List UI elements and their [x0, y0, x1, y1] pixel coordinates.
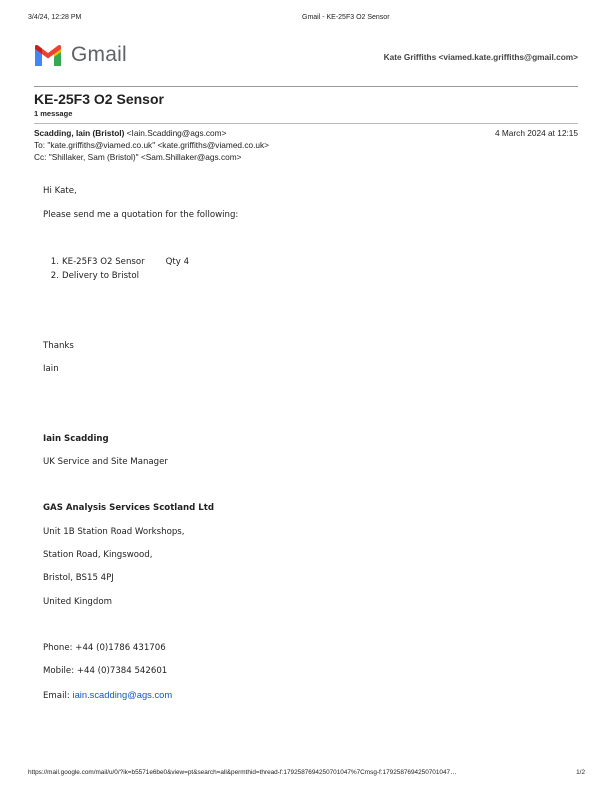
- signature-email: [43, 689, 172, 701]
- signature-name: Iain Scadding: [43, 434, 109, 444]
- subject-divider: [34, 123, 578, 124]
- message-cc: Cc: "Shillaker, Sam (Bristol)" <Sam.Shillaker@ags.com>: [34, 152, 242, 162]
- list-item: [48, 257, 189, 267]
- greeting: Hi Kate,: [43, 186, 77, 196]
- sign-off-name: Iain: [43, 364, 59, 374]
- from-name: Scadding, Iain (Bristol): [34, 128, 125, 138]
- header-divider: [34, 86, 578, 87]
- list-item-text: KE-25F3 O2 Sensor: [62, 257, 145, 267]
- request-line: Please send me a quotation for the following:: [43, 210, 239, 220]
- signature-address-line: Unit 1B Station Road Workshops,: [43, 527, 185, 537]
- signature-mobile: Mobile: +44 (0)7384 542601: [43, 666, 168, 676]
- message-date: 4 March 2024 at 12:15: [494, 128, 578, 138]
- message-to: To: "kate.griffiths@viamed.co.uk" <kate.griffiths@viamed.co.uk>: [34, 140, 270, 150]
- print-datetime: 3/4/24, 12:28 PM: [28, 14, 82, 21]
- signature-address-line: Station Road, Kingswood,: [43, 550, 153, 560]
- gmail-logo: [33, 43, 127, 67]
- from-email: <Iain.Scadding@ags.com>: [126, 128, 227, 138]
- thread-subject: KE-25F3 O2 Sensor: [34, 91, 164, 107]
- signature-address-line: Bristol, BS15 4PJ: [43, 573, 114, 583]
- signature-role: UK Service and Site Manager: [43, 457, 168, 467]
- gmail-m-icon: [33, 44, 63, 67]
- print-title: Gmail - KE-25F3 O2 Sensor: [302, 14, 390, 21]
- email-label: Email:: [43, 691, 70, 701]
- account-label: Kate Griffiths <viamed.kate.griffiths@gmail.com>: [383, 52, 578, 62]
- list-item-qty: Qty 4: [165, 257, 190, 267]
- email-link[interactable]: iain.scadding@ags.com: [72, 689, 173, 700]
- message-from: [34, 128, 226, 138]
- print-url: https://mail.google.com/mail/u/0/?ik=b5571e6be0&view=pt&search=all&permthid=thread-f:1792587694250701047%7Cmsg-f:1792587694250701047…: [28, 769, 457, 776]
- signature-country: United Kingdom: [43, 597, 112, 607]
- print-page-number: 1/2: [576, 769, 585, 776]
- signature-company: GAS Analysis Services Scotland Ltd: [43, 503, 215, 513]
- signature-phone: Phone: +44 (0)1786 431706: [43, 643, 166, 653]
- list-item-text: Delivery to Bristol: [62, 271, 140, 281]
- message-count: 1 message: [34, 109, 73, 118]
- list-item-number: 2.: [50, 271, 59, 281]
- gmail-logo-text: Gmail: [71, 43, 127, 66]
- list-item: [48, 271, 139, 281]
- list-item-number: 1.: [50, 257, 59, 267]
- thanks-line: Thanks: [43, 341, 74, 351]
